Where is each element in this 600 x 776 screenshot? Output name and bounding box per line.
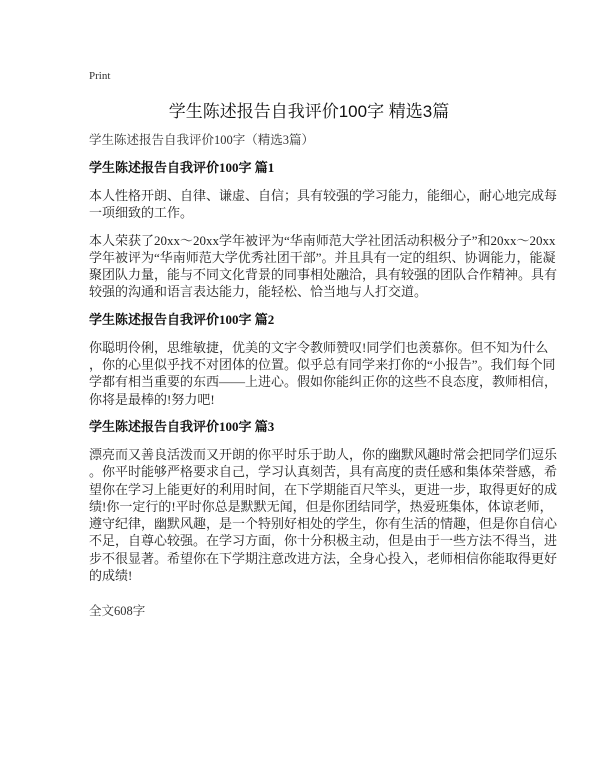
- document-subtitle: 学生陈述报告自我评价100字（精选3篇）: [89, 133, 315, 147]
- section-2: [89, 311, 558, 408]
- paragraph-line: 绩!你一定行的!平时你总是默默无闻，但是你团结同学，热爱班集体，体谅老师，: [89, 498, 553, 514]
- paragraph-line: ，你的心里似乎找不对团体的位置。似乎总有同学来打你的“小报告”。我们每个同: [89, 357, 556, 373]
- paragraph-line: 不足，自尊心较强。在学习方面，你十分积极主动，但是由于一些方法不得当，进: [89, 533, 558, 549]
- paragraph: [89, 446, 558, 584]
- print-link[interactable]: Print: [89, 70, 111, 82]
- section-heading: 学生陈述报告自我评价100字 篇1: [89, 160, 275, 175]
- word-count: 全文608字: [89, 604, 146, 619]
- paragraph-line: 学都有相当重要的东西——上进心。假如你能纠正你的这些不良态度，教师相信，: [89, 374, 558, 390]
- section-3: [89, 418, 558, 584]
- section-heading: 学生陈述报告自我评价100字 篇3: [89, 418, 275, 434]
- paragraph-line: 学年被评为“华南师范大学优秀社团干部”。并且具有一定的组织、协调能力，能凝: [89, 249, 556, 265]
- paragraph-line: 漂亮而又善良活泼而又开朗的你平时乐于助人，你的幽默风趣时常会把同学们逗乐: [89, 446, 558, 462]
- paragraph-line: 本人性格开朗、自律、谦虚、自信；具有较强的学习能力，能细心，耐心地完成每: [89, 188, 558, 203]
- paragraph-line: 的成绩!: [89, 568, 133, 584]
- sections: [89, 159, 558, 584]
- paragraph-line: 本人荣获了20xx～20xx学年被评为“华南师范大学社团活动积极分子”和20xx～20xx: [89, 232, 556, 248]
- paragraph-line: 你聪明伶俐，思维敏捷，优美的文字令教师赞叹!同学们也羡慕你。但不知为什么: [89, 339, 549, 355]
- section-1: [89, 159, 558, 301]
- document-title: 学生陈述报告自我评价100字 精选3篇: [168, 102, 450, 121]
- paragraph: [89, 187, 558, 222]
- paragraph: [89, 339, 558, 408]
- paragraph-line: 较强的沟通和语言表达能力，能轻松、恰当地与人打交道。: [89, 284, 428, 300]
- paragraph: [89, 232, 558, 301]
- paragraph-line: 一项细致的工作。: [89, 205, 194, 221]
- paragraph-line: 你将是最棒的!努力吧!: [89, 391, 215, 407]
- paragraph-line: 望你在学习上能更好的利用时间，在下学期能百尺竿头，更进一步，取得更好的成: [89, 481, 558, 497]
- document-page: [89, 70, 558, 620]
- section-heading: 学生陈述报告自我评价100字 篇2: [89, 311, 275, 327]
- paragraph-line: 遵守纪律，幽默风趣，是一个特别好相处的学生，你有生活的情趣，但是你自信心: [89, 516, 558, 532]
- paragraph-line: 步不很显著。希望你在下学期注意改进方法，全身心投入，老师相信你能取得更好: [89, 550, 558, 566]
- paragraph-line: 。你平时能够严格要求自己，学习认真刻苦，具有高度的责任感和集体荣誉感，希: [89, 464, 558, 480]
- paragraph-line: 聚团队力量，能与不同文化背景的同事相处融洽，具有较强的团队合作精神。具有: [89, 267, 558, 283]
